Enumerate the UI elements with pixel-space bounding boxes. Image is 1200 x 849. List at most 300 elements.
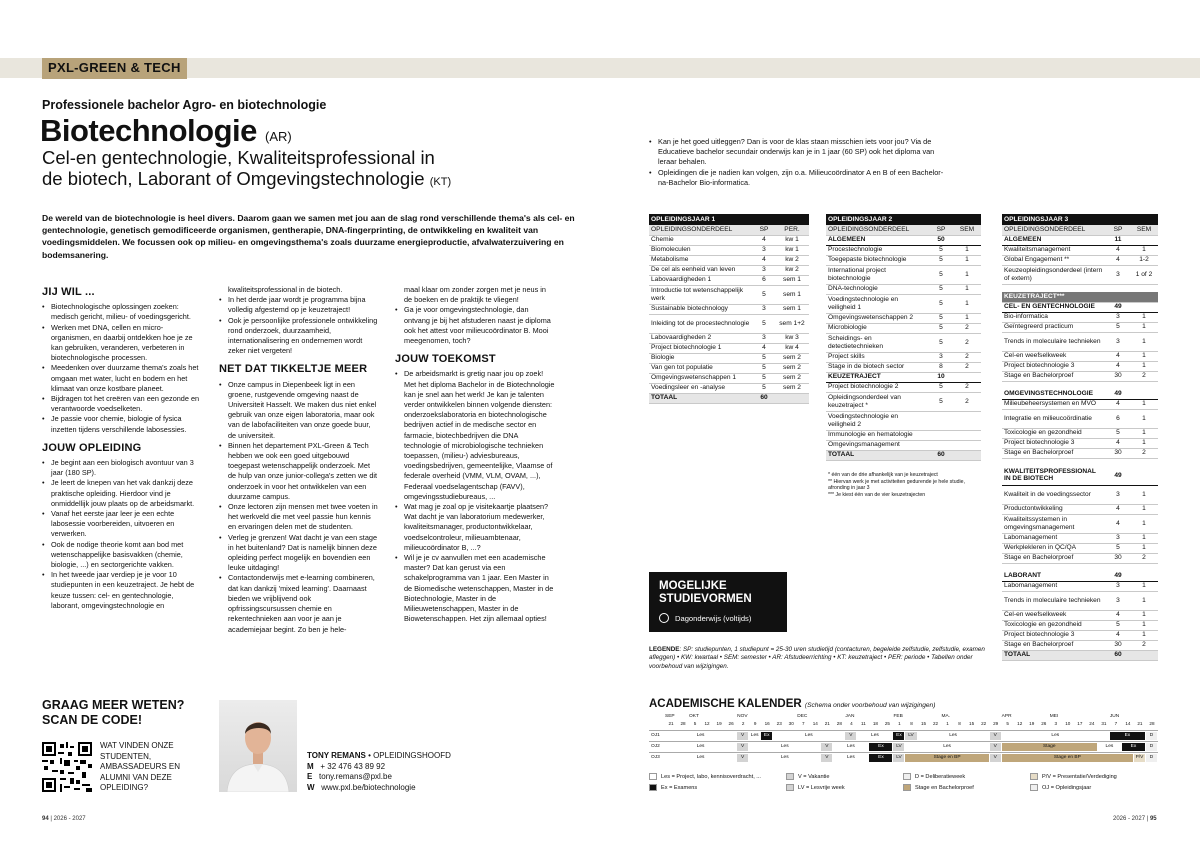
cell-sp: 3 (753, 245, 775, 255)
department-tag: PXL-GREEN & TECH (42, 58, 187, 79)
cell-period: PER. (775, 225, 809, 235)
cell-sp: 6 (1106, 409, 1130, 428)
cell-sp: 30 (1106, 553, 1130, 563)
calendar-day: 8 (910, 721, 913, 726)
legend-item (649, 773, 761, 780)
calendar-day: 15 (969, 721, 975, 726)
cell-period: kw 2 (775, 265, 809, 275)
calendar-day: 5 (1006, 721, 1009, 726)
calendar-block-v: V (821, 743, 832, 751)
cell-period (1130, 284, 1158, 292)
jij-wil-heading: JIJ WIL ... (42, 286, 95, 298)
list-item: • In het derde jaar wordt je programma bijna volledig afgestemd op je keuzetraject! (219, 295, 379, 315)
legend-item (1030, 784, 1091, 791)
calendar-day: 12 (1017, 721, 1023, 726)
list-item: • Wat mag je zoal op je visitekaartje plaatsen? Wat dacht je van laboratorium medewerker, kwaliteitsmanager, productontwikkelaar, voedselcontroleur, milieuambtenaar, milieucoördinator B, ...? (395, 502, 555, 553)
calendar-row-label: OJ1 (651, 733, 660, 738)
calendar-block-ex: Ex (869, 743, 892, 751)
cell-period: 2 (953, 392, 981, 411)
legend-item (903, 784, 974, 791)
list-item: • Je leert de knepen van het vak dankzij deze praktische opleiding. Hierdoor vind je onmiddellijk jouw plaats op de arbeidsmarkt. (42, 478, 202, 509)
table-row (1002, 448, 1158, 458)
list-item: • Onze lectoren zijn mensen met twee voeten in het werkveld die met veel passie hun kennis en ervaringen delen met de studenten. (219, 502, 379, 533)
cell-name: Stage en Bachelorproef (1002, 640, 1106, 650)
calendar-block-d: D (1146, 743, 1157, 751)
table-row (649, 363, 809, 373)
cell-period: kw 1 (775, 245, 809, 255)
column-4 (649, 137, 949, 188)
cell-sp (753, 214, 775, 225)
cell-period: SEM (953, 225, 981, 235)
cell-period: 1 (953, 265, 981, 284)
program-subtitle: Professionele bachelor Agro- en biotechnologie (42, 98, 327, 112)
cell-name: OPLEIDINGSJAAR 3 (1002, 214, 1106, 225)
calendar-block-v: V (737, 754, 748, 762)
cell-name: ALGEMEEN (826, 235, 929, 245)
table-subheader (1002, 225, 1158, 235)
list-item: • Contactonderwijs met e-learning combineren, dat kan dankzij 'mixed learning'. Daarnaast bieden we vrijblijvend ook opfrissingscursussen chemie en rekentechnieken aan voor je aan je academiejaar begint. Zo ben je hele- (219, 573, 379, 634)
cell-period: 1 (1130, 610, 1158, 620)
cell-period: kw 4 (775, 343, 809, 353)
cell-period (953, 440, 981, 450)
cell-name: OPLEIDINGSONDERDEEL (1002, 225, 1106, 235)
contact-web-line (307, 783, 451, 794)
cell-period: 1 (953, 284, 981, 294)
calendar-block-les: Les (665, 732, 736, 740)
cell-sp: 50 (929, 235, 953, 245)
footer-year-left: | 2026 - 2027 (50, 816, 86, 822)
calendar-day: 29 (993, 721, 999, 726)
table-row (1002, 322, 1158, 332)
table-row (826, 392, 981, 411)
calendar-month: APR (1001, 714, 1012, 719)
table-notes: * één van de drie afhankelijk van je keuzetraject ** Hiervan werk je met activiteiten gedurende je hele studie, afronding in jaar 3 *** Je kiest één van de vier keuzetrajecten (828, 472, 965, 498)
cell-sp: 5 (753, 363, 775, 373)
cell-name: TOTAAL (826, 450, 929, 460)
cell-period (1130, 650, 1158, 660)
calendar-block-les: Les (749, 743, 820, 751)
legend-item (786, 784, 845, 791)
more-info-heading: GRAAG MEER WETEN? SCAN DE CODE! (42, 698, 185, 727)
calendar-block-ex: Ex (893, 732, 904, 740)
list-item: • Werken met DNA, cellen en micro-organismen, en daarbij ontdekken hoe je ze kan gebruiken, veranderen, verbeteren in biotechnologische processen. (42, 323, 202, 364)
cell-period: 1 (1130, 620, 1158, 630)
table-row (826, 382, 981, 392)
email-link[interactable]: tony.remans@pxl.be (319, 772, 392, 781)
cell-name: Bio-informatica (1002, 312, 1106, 322)
calendar-block-pv: P/V (1135, 755, 1144, 760)
contact-role: • OPLEIDINGSHOOFD (368, 751, 451, 760)
opleiding-heading: JOUW OPLEIDING (42, 441, 142, 454)
profiles-suffix: (KT) (429, 176, 452, 188)
table-spacer (1002, 563, 1158, 571)
cell-name: OPLEIDINGSJAAR 1 (649, 214, 753, 225)
table-row (649, 314, 809, 333)
legend-text: Les = Project, labo, kennisoverdracht, ... (661, 773, 761, 780)
cell-name: Kwaliteitssystemen in omgevingsmanagement (1002, 514, 1106, 533)
calendar-day: 17 (1077, 721, 1083, 726)
cell-sp: 3 (1106, 533, 1130, 543)
cell-sp: 5 (929, 255, 953, 265)
cell-sp: 5 (753, 383, 775, 393)
cell-sp: 4 (1106, 351, 1130, 361)
cell-period: 2 (1130, 553, 1158, 563)
cell-period (1130, 235, 1158, 245)
cell-period: 1 (1130, 504, 1158, 514)
calendar-block-v: V (990, 754, 1001, 762)
cell-sp: 49 (1106, 466, 1130, 485)
cell-sp (929, 411, 953, 430)
cell-period: 1 (1130, 591, 1158, 610)
calendar-row (649, 741, 1158, 751)
cell-sp: 5 (929, 284, 953, 294)
cell-name: DNA-technologie (826, 284, 929, 294)
cell-name: KEUZETRAJECT*** (1002, 292, 1106, 302)
calendar-month: DEC (797, 714, 808, 719)
table-row (826, 440, 981, 450)
cell-sp (929, 214, 953, 225)
table-row (826, 245, 981, 255)
opleiding-list-2 (219, 295, 379, 356)
cell-name (1002, 284, 1106, 292)
cell-sp: 3 (753, 304, 775, 314)
calendar-day: 11 (860, 721, 866, 726)
calendar-block-v: V (737, 732, 748, 740)
calendar-day: 28 (1149, 721, 1155, 726)
list-item: • Vanaf het eerste jaar leer je een echte labosessie voorbereiden, uitvoeren en verwerken. (42, 509, 202, 540)
cell-period (953, 214, 981, 225)
toekomst-list (395, 369, 555, 624)
table-jaar-1 (649, 214, 809, 404)
cell-sp: 4 (753, 235, 775, 245)
legend-swatch (786, 784, 794, 791)
cell-sp: 60 (1106, 650, 1130, 660)
cell-period: 2 (1130, 371, 1158, 381)
column-2 (219, 285, 379, 635)
cell-period: 1 (1130, 322, 1158, 332)
tikkeltje-continued: maal klaar om zonder zorgen met je neus in de boeken en de praktijk te vliegen! (404, 285, 546, 305)
cell-period (775, 393, 809, 403)
cell-name: Immunologie en hematologie (826, 430, 929, 440)
table-row (1002, 332, 1158, 351)
calendar-day: 9 (753, 721, 757, 726)
table-row (649, 245, 809, 255)
calendar-row-label: OJ3 (651, 755, 660, 760)
page-title (40, 113, 292, 149)
table-group (826, 372, 981, 382)
cell-sp: SP (929, 225, 953, 235)
table-header (1002, 214, 1158, 225)
cell-sp (1106, 563, 1130, 571)
cell-sp: 5 (1106, 322, 1130, 332)
table-row (1002, 553, 1158, 563)
calendar-day: 21 (1137, 721, 1143, 726)
cell-sp: 5 (1106, 428, 1130, 438)
cell-name: Project biotechnologie 3 (1002, 438, 1106, 448)
cell-name: Cel-en weefselkweek (1002, 351, 1106, 361)
contact-name: TONY REMANS (307, 751, 366, 760)
cell-name: CEL- EN GENTECHNOLOGIE (1002, 302, 1106, 312)
cell-name: Labovaardigheden 1 (649, 275, 753, 285)
qr-code-icon[interactable] (42, 742, 92, 792)
calendar-day: 18 (872, 721, 878, 726)
opleiding-list (42, 458, 202, 611)
list-item: • De arbeidsmarkt is gretig naar jou op zoek! Met het diploma Bachelor in de Biotechnologie kan je snel aan het werk! Je kan je talenten verder ontwikkelen binnen volgende diensten: onderzoekslaboratoria en biotechnologische bedrijven actief in de medische sector en farmacie, biotechbedrijven die DNA technologie of microbiologische technieken toepassen, (milieu-) adviesbureaus, voedingsbedrijven, gemeentelijke, Vlaamse of federale overheid (VMM, VLM, OVAM, ...), Federaal voedselagentschap (FAVV), omgevingsstudiebureaus, ... (395, 369, 555, 502)
list-item: • Ook je persoonlijke professionele ontwikkeling rond onderzoek, duurzaamheid, internationalisering en ondernemen wordt zeker niet vergeten! (219, 316, 379, 357)
legend-label: LEGENDE (649, 646, 680, 653)
calendar-block-les: Les (749, 754, 820, 762)
cell-name (1002, 563, 1106, 571)
cell-sp: 5 (1106, 543, 1130, 553)
calendar-day: 14 (1125, 721, 1131, 726)
list-item: • Onze campus in Diepenbeek ligt in een groene, rustgevende omgeving naast de Universiteit Hasselt. We maken dus niet enkel gebruik van onze eigen laboratoria, maar ook van de labofaciliteiten van onze goede buur, de universiteit. (219, 380, 379, 441)
calendar-day: 3 (1054, 721, 1058, 726)
legend-swatch (1030, 773, 1038, 780)
calendar-block-les: Les (918, 732, 989, 740)
cell-period: sem 2 (775, 353, 809, 363)
calendar-day: 16 (764, 721, 770, 726)
studievormen-heading-1: MOGELIJKE (659, 580, 727, 592)
cell-name: KWALITEITSPROFESSIONAL IN DE BIOTECH (1002, 466, 1106, 485)
cell-sp: 49 (1106, 571, 1130, 581)
profiles-line-2-text: de biotech, Laborant of Omgevingstechnologie (42, 168, 425, 189)
cell-sp: 5 (929, 333, 953, 352)
cell-period: 1 (1130, 428, 1158, 438)
cell-name: Kwaliteitsmanagement (1002, 245, 1106, 255)
calendar-day: 5 (693, 721, 697, 726)
calendar-month: JAN (845, 714, 855, 719)
list-item: • Biotechnologische oplossingen zoeken: medisch gericht, milieu- of voedingsgericht. (42, 302, 202, 322)
legend-text: D = Deliberatieweek (915, 773, 966, 780)
calendar-day: 8 (958, 721, 961, 726)
toekomst-heading: JOUW TOEKOMST (395, 353, 496, 366)
table-row (826, 411, 981, 430)
cell-sp: 30 (1106, 371, 1130, 381)
calendar-block-ex: Ex (869, 754, 892, 762)
legend-item (786, 773, 829, 780)
cell-period: 1 (1130, 533, 1158, 543)
cell-name: Kwaliteit in de voedingssector (1002, 485, 1106, 504)
calendar-day: 10 (1065, 721, 1071, 726)
calendar-day: 28 (836, 721, 842, 726)
cell-name: Toxicologie en gezondheid (1002, 620, 1106, 630)
cell-period: 1-2 (1130, 255, 1158, 265)
legend-swatch (1030, 784, 1038, 791)
cell-name: OMGEVINGSTECHNOLOGIE (1002, 389, 1106, 399)
legend-text: : SP: studiepunten, 1 studiepunt = 25-30 uren studietijd (contacturen, begeleide zelfstudie, zelfstudie, examen afleggen) • KW: kwartaal • SEM: semester • AR: Afstudeerrichting • KT: keuzetraject • PER: periode • Tabellen onder voorbehoud van wijzigingen. (649, 646, 985, 670)
cell-sp: 3 (1106, 591, 1130, 610)
calendar-day: 21 (824, 721, 830, 726)
calendar-note: (Schema onder voorbehoud van wijzigingen) (804, 702, 936, 709)
cell-period: sem 2 (775, 373, 809, 383)
cell-name: Stage en Bachelorproef (1002, 553, 1106, 563)
cell-period: 1 (1130, 361, 1158, 371)
circle-icon (659, 613, 669, 623)
calendar-block-les: Les (1098, 743, 1121, 751)
cell-name: Voedingstechnologie en veiligheid 2 (826, 411, 929, 430)
cell-period: 1 (1130, 438, 1158, 448)
cell-name: Voedingstechnologie en veiligheid 1 (826, 294, 929, 313)
calendar-month: MEI (1049, 714, 1059, 719)
calendar-day: 14 (812, 721, 818, 726)
calendar-block-v: V (990, 732, 1001, 740)
program-profiles (42, 147, 582, 193)
calendar-day: 4 (850, 721, 853, 726)
cell-sp: 30 (1106, 640, 1130, 650)
cell-sp: 5 (929, 323, 953, 333)
cell-sp: 4 (753, 343, 775, 353)
footer-year-right: 2026 - 2027 | (1113, 816, 1149, 822)
title-suffix: (AR) (265, 129, 292, 144)
cell-sp: 5 (753, 353, 775, 363)
cell-period: 1 (1130, 351, 1158, 361)
cell-sp (1106, 284, 1130, 292)
cell-sp (1106, 292, 1130, 302)
phone-link[interactable]: + 32 476 43 89 92 (320, 761, 386, 771)
calendar-day: 19 (1029, 721, 1035, 726)
table-jaar-2 (826, 214, 981, 461)
cell-period: sem 2 (775, 383, 809, 393)
cell-name: Project biotechnologie 3 (1002, 630, 1106, 640)
calendar-month: SEP (665, 714, 675, 719)
cell-name: Project biotechnologie 2 (826, 382, 929, 392)
cell-period (1130, 563, 1158, 571)
web-link[interactable]: www.pxl.be/biotechnologie (321, 782, 416, 792)
cell-name (1002, 381, 1106, 389)
cell-name: Procestechnologie (826, 245, 929, 255)
legend-swatch (786, 773, 794, 780)
calendar-block-ex: Ex (761, 732, 772, 740)
calendar-day: 7 (801, 721, 805, 726)
cell-name: Omgevingswetenschappen 2 (826, 313, 929, 323)
cell-sp: 5 (929, 313, 953, 323)
list-item: • Bijdragen tot het creëren van een gezonde en verantwoorde voedselketen. (42, 394, 202, 414)
cell-sp: 4 (1106, 399, 1130, 409)
table-row (1002, 543, 1158, 553)
contact-name-line (307, 751, 451, 762)
cell-sp: 3 (1106, 332, 1130, 351)
list-item: • Kan je het goed uitleggen? Dan is voor de klas staan misschien iets voor jou? Via de Educatieve bachelor secundair onderwijs kan je in 1 jaar (60 SP) ook het diploma van leraar behalen. (649, 137, 949, 168)
calendar-day: 28 (680, 721, 686, 726)
cell-sp: 30 (1106, 448, 1130, 458)
cell-period: sem 2 (775, 363, 809, 373)
page-number-left: 94 (42, 816, 49, 822)
cell-period (1130, 292, 1158, 302)
cell-period: 1 (1130, 581, 1158, 591)
opleiding-continued: kwaliteitsprofessional in de biotech. (228, 285, 343, 294)
list-item: • Ga je voor omgevingstechnologie, dan ontvang je bij het afstuderen naast je diploma ook het attest voor milieucoördinator B. Mooi meegenomen, toch? (395, 305, 555, 346)
calendar-month: NOV (737, 714, 748, 719)
cell-name: Sustainable biotechnology (649, 304, 753, 314)
column-1 (42, 287, 202, 611)
cell-period: kw 1 (775, 235, 809, 245)
calendar-block-les: Les (665, 754, 736, 762)
table-row (1002, 371, 1158, 381)
cell-name: ALGEMEEN (1002, 235, 1106, 245)
list-item: • Wil je je cv aanvullen met een academische master? Dat kan gerust via een schakelprogramma van 1 jaar. Een Master in de Biomedische wetenschappen, Master in de Biotechnologie, Master in de Milieuwetenschappen, Master in de Biowetenschappen. Het zijn allemaal opties! (395, 553, 555, 624)
list-item: • Je passie voor chemie, biologie of fysica inzetten tijdens verschillende labosessies. (42, 414, 202, 434)
cell-period: 1 (1130, 630, 1158, 640)
table-row (1002, 361, 1158, 371)
cell-period: 1 (953, 245, 981, 255)
cell-period: sem 1 (775, 304, 809, 314)
cell-sp: 6 (753, 275, 775, 285)
phone-label: M (307, 761, 314, 771)
table-row (826, 255, 981, 265)
table-total (649, 393, 809, 403)
cell-sp: 3 (1106, 312, 1130, 322)
calendar-title-text: ACADEMISCHE KALENDER (649, 698, 802, 710)
calendar-block-v: V (737, 743, 748, 751)
calendar-day: 23 (776, 721, 782, 726)
cell-sp (1106, 458, 1130, 466)
calendar-day: 21 (668, 721, 674, 726)
cell-name: Chemie (649, 235, 753, 245)
table-row (1002, 399, 1158, 409)
list-item: • Ook de nodige theorie komt aan bod met wetenschappelijke basisvakken (chemie, biologie, ...) en sectorgerichte vakken. (42, 540, 202, 571)
legend-text: OJ = Opleidingsjaar (1042, 784, 1092, 791)
cell-sp: SP (753, 225, 775, 235)
cell-period: kw 2 (775, 255, 809, 265)
cell-period: kw 3 (775, 333, 809, 343)
calendar-block-stage: Stage (1002, 743, 1097, 751)
qr-caption: WAT VINDEN ONZE STUDENTEN, AMBASSADEURS EN ALUMNI VAN DEZE OPLEIDING? (100, 741, 181, 792)
table-row (1002, 640, 1158, 650)
table-row (1002, 428, 1158, 438)
cell-name: Cel-en weefselkweek (1002, 610, 1106, 620)
cell-name: Scheidings- en detectietechnieken (826, 333, 929, 352)
cell-period (1130, 466, 1158, 485)
calendar-block-les: Les (905, 743, 988, 751)
calendar-block-lv: LV (905, 732, 916, 740)
table-row (1002, 255, 1158, 265)
table-row (649, 383, 809, 393)
calendar-block-stage-bp: Stage en BP (905, 754, 988, 762)
cell-sp: 3 (753, 333, 775, 343)
calendar-day: 2 (741, 721, 745, 726)
table-row (649, 285, 809, 304)
cell-name: TOTAAL (649, 393, 753, 403)
cell-period: 1 (953, 294, 981, 313)
calendar-month: FEB (893, 714, 903, 719)
table-row (826, 284, 981, 294)
cell-sp: 3 (929, 352, 953, 362)
calendar-day: 7 (1114, 721, 1118, 726)
profiles-line-2 (42, 168, 582, 193)
cell-name: Biomoleculen (649, 245, 753, 255)
cell-name: OPLEIDINGSONDERDEEL (826, 225, 929, 235)
calendar-day: 24 (1089, 721, 1095, 726)
table-row (1002, 438, 1158, 448)
track-group (1002, 466, 1158, 485)
cell-sp: 5 (753, 285, 775, 304)
cell-name: LABORANT (1002, 571, 1106, 581)
person-avatar-icon (219, 700, 297, 792)
calendar-day: 12 (704, 721, 710, 726)
profiles-line-1: Cel-en gentechnologie, Kwaliteitsprofessional in (42, 147, 435, 168)
table-row (1002, 620, 1158, 630)
cell-period: 1 (953, 255, 981, 265)
cell-sp: 60 (753, 393, 775, 403)
cell-period: 1 (1130, 485, 1158, 504)
cell-name: OPLEIDINGSONDERDEEL (649, 225, 753, 235)
table-subheader (826, 225, 981, 235)
studievormen-heading-2: STUDIEVORMEN (659, 593, 752, 605)
cell-period (1130, 571, 1158, 581)
track-group (1002, 302, 1158, 312)
calendar-day: 30 (788, 721, 794, 726)
table-row (1002, 581, 1158, 591)
